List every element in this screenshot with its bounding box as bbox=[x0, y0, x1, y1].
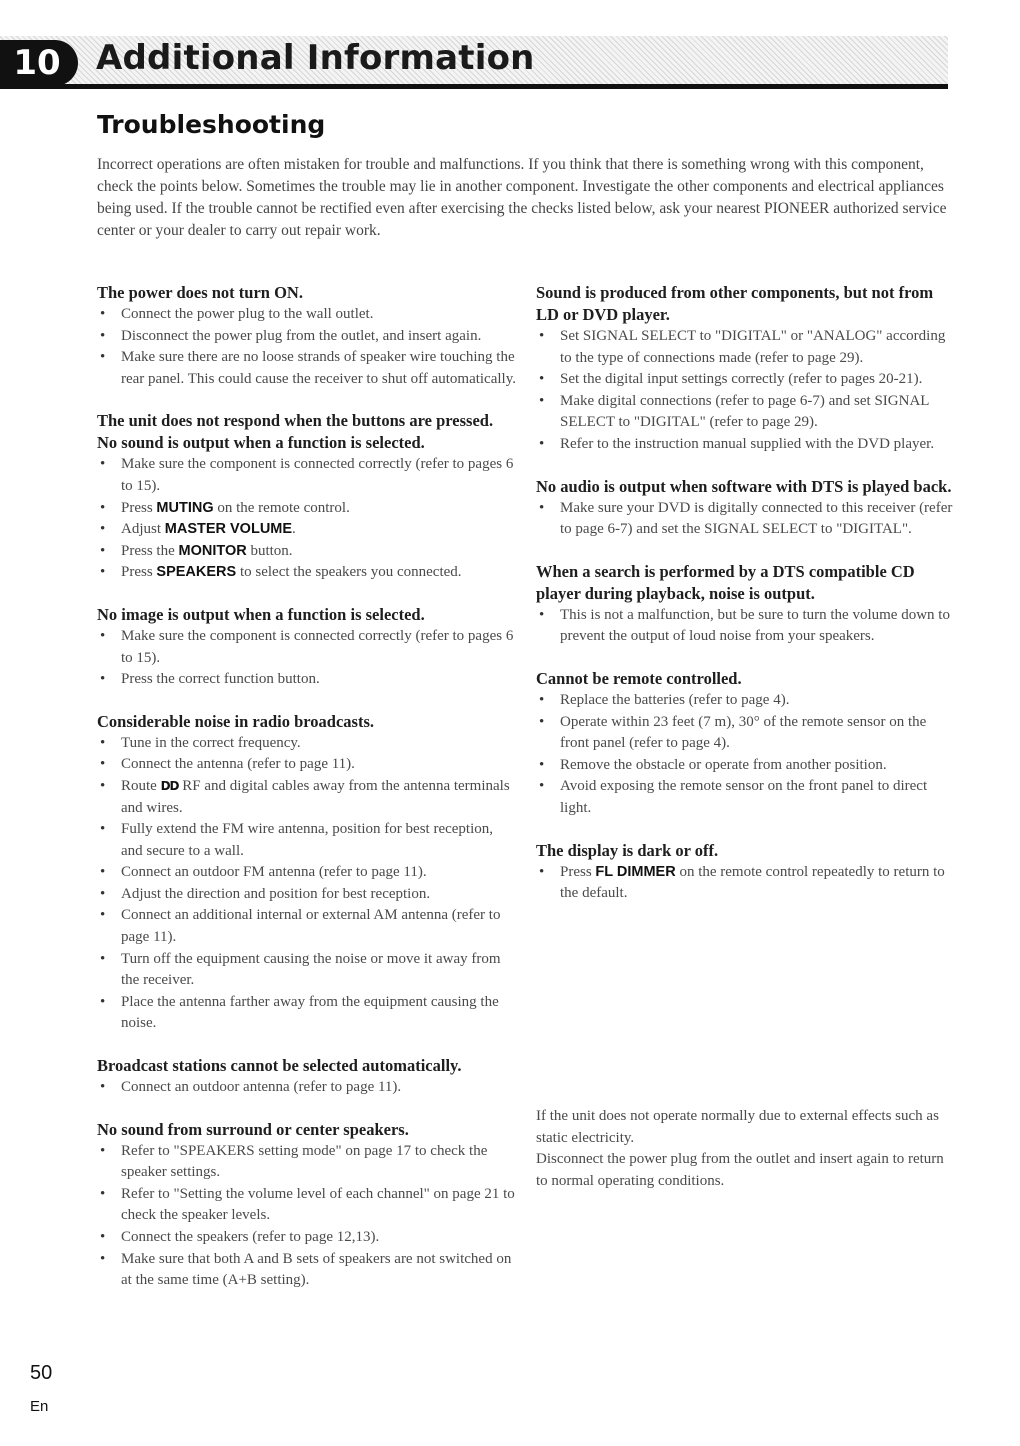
page-number: 50 bbox=[30, 1362, 53, 1384]
list-item bbox=[536, 862, 956, 905]
chapter-number-badge bbox=[0, 40, 78, 86]
item-text: . bbox=[292, 521, 296, 538]
list-item: • Connect an outdoor FM antenna (refer to page 11). bbox=[97, 862, 517, 884]
list-item: • Make sure your DVD is digitally connected to this receiver (refer to page 6-7) and set the SIGNAL SELECT to "DIGITAL". bbox=[536, 498, 956, 541]
section-heading: No sound is output when a function is selected. bbox=[97, 433, 425, 453]
section-surround bbox=[97, 1119, 517, 1292]
section-heading: The unit does not respond when the buttons are pressed. bbox=[97, 411, 494, 431]
bullet-list bbox=[97, 733, 517, 1035]
list-item: • Make sure the component is connected correctly (refer to pages 6 to 15). bbox=[97, 454, 517, 497]
list-item: • Connect an additional internal or external AM antenna (refer to page 11). bbox=[97, 905, 517, 948]
item-text: Adjust bbox=[121, 521, 162, 538]
list-item: • Refer to "SPEAKERS setting mode" on page 17 to check the speaker settings. bbox=[97, 1141, 517, 1184]
section-ld-dvd bbox=[536, 282, 956, 456]
section-image bbox=[97, 604, 517, 691]
item-text: Press bbox=[560, 863, 592, 880]
section-heading: No sound from surround or center speakers. bbox=[97, 1119, 409, 1139]
list-item: • Set the digital input settings correctly (refer to pages 20-21). bbox=[536, 369, 956, 391]
list-item: • Connect the antenna (refer to page 11). bbox=[97, 754, 517, 776]
list-item: • Tune in the correct frequency. bbox=[97, 733, 517, 755]
list-item bbox=[97, 562, 517, 584]
section-noise bbox=[97, 711, 517, 1035]
section-buttons bbox=[97, 410, 517, 584]
page-language: En bbox=[30, 1398, 49, 1415]
bullet-list bbox=[536, 326, 956, 456]
list-item: • Disconnect the power plug from the outlet, and insert again. bbox=[97, 326, 517, 348]
section-heading: The power does not turn ON. bbox=[97, 283, 303, 302]
list-item: • Connect an outdoor antenna (refer to page 11). bbox=[97, 1077, 517, 1099]
bullet-list bbox=[97, 454, 517, 584]
key-label-master-volume: MASTER VOLUME bbox=[164, 521, 293, 538]
chapter-title: Additional Information bbox=[96, 38, 535, 78]
list-item: • This is not a malfunction, but be sure to turn the volume down to prevent the output of loud noise from your speakers. bbox=[536, 605, 956, 648]
header-rule bbox=[0, 84, 948, 89]
list-item: • Operate within 23 feet (7 m), 30° of the remote sensor on the front panel (refer to page 4). bbox=[536, 712, 956, 755]
list-item: • Connect the power plug to the wall outlet. bbox=[97, 304, 517, 326]
item-text: Press bbox=[121, 564, 153, 581]
list-item: • Press the correct function button. bbox=[97, 669, 517, 691]
bullet-list bbox=[97, 1077, 517, 1099]
list-item: • Place the antenna farther away from the equipment causing the noise. bbox=[97, 992, 517, 1035]
list-item: • Make sure that both A and B sets of speakers are not switched on at the same time (A+B setting). bbox=[97, 1249, 517, 1292]
key-label-monitor: MONITOR bbox=[178, 542, 247, 559]
section-heading: Cannot be remote controlled. bbox=[536, 668, 742, 688]
left-column bbox=[97, 282, 517, 1312]
intro-paragraph: Incorrect operations are often mistaken for trouble and malfunctions. If you think that there is something wrong with this component, check the points below. Sometimes the trouble may lie in another component. Investigate the other components and electrical appliances being used. If the trouble cannot be rectified even after exercising the checks listed below, ask your nearest PIONEER authorized service center or your dealer to carry out repair work. bbox=[97, 156, 947, 239]
section-heading: When a search is performed by a DTS compatible CD player during playback, noise is output. bbox=[536, 561, 915, 603]
bullet-list bbox=[536, 605, 956, 648]
section-heading: No audio is output when software with DTS is played back. bbox=[536, 476, 952, 496]
item-text: on the remote control repeatedly to return to the default. bbox=[560, 863, 945, 902]
chapter-number: 10 bbox=[13, 43, 61, 83]
list-item bbox=[97, 498, 517, 520]
section-heading: No image is output when a function is selected. bbox=[97, 604, 425, 624]
bullet-list bbox=[97, 304, 517, 390]
bullet-list bbox=[536, 862, 956, 905]
page-title: Troubleshooting bbox=[97, 110, 326, 139]
list-item: • Connect the speakers (refer to page 12,13). bbox=[97, 1227, 517, 1249]
note-text: Disconnect the power plug from the outlet and insert again to return to normal operating conditions. bbox=[536, 1151, 944, 1189]
section-heading: Broadcast stations cannot be selected automatically. bbox=[97, 1056, 462, 1076]
section-dts bbox=[536, 476, 956, 541]
item-text: on the remote control. bbox=[217, 499, 350, 516]
list-item: • Make sure the component is connected correctly (refer to pages 6 to 15). bbox=[97, 626, 517, 669]
section-display bbox=[536, 840, 956, 905]
section-heading: Considerable noise in radio broadcasts. bbox=[97, 711, 375, 731]
dolby-digital-logo-icon: DD bbox=[160, 778, 179, 793]
list-item: • Adjust the direction and position for best reception. bbox=[97, 884, 517, 906]
list-item: • Remove the obstacle or operate from another position. bbox=[536, 755, 956, 777]
bullet-list bbox=[536, 498, 956, 541]
item-text: Press bbox=[121, 499, 153, 516]
item-text: Route bbox=[121, 777, 157, 794]
bullet-list bbox=[97, 626, 517, 691]
list-item bbox=[97, 776, 517, 819]
item-text: RF and digital cables away from the antenna terminals and wires. bbox=[121, 777, 510, 816]
bullet-list bbox=[536, 690, 956, 820]
list-item bbox=[97, 541, 517, 563]
list-item: • Make digital connections (refer to page 6-7) and set SIGNAL SELECT to "DIGITAL" (refer to page 29). bbox=[536, 391, 956, 434]
section-heading: The display is dark or off. bbox=[536, 840, 719, 860]
list-item: • Fully extend the FM wire antenna, position for best reception, and secure to a wall. bbox=[97, 819, 517, 862]
section-power bbox=[97, 282, 517, 390]
list-item: • Avoid exposing the remote sensor on the front panel to direct light. bbox=[536, 776, 956, 819]
item-text: Press the bbox=[121, 542, 175, 559]
list-item: • Replace the batteries (refer to page 4). bbox=[536, 690, 956, 712]
static-electricity-note bbox=[536, 1106, 956, 1192]
list-item bbox=[97, 519, 517, 541]
section-heading: Sound is produced from other components, but not from LD or DVD player. bbox=[536, 283, 934, 324]
item-text: button. bbox=[250, 542, 293, 559]
list-item: • Make sure there are no loose strands of speaker wire touching the rear panel. This could cause the receiver to shut off automatically. bbox=[97, 347, 517, 390]
list-item: • Refer to the instruction manual supplied with the DVD player. bbox=[536, 434, 956, 456]
section-broadcast bbox=[97, 1055, 517, 1099]
item-text: to select the speakers you connected. bbox=[239, 564, 462, 581]
list-item: • Turn off the equipment causing the noise or move it away from the receiver. bbox=[97, 949, 517, 992]
bullet-list bbox=[97, 1141, 517, 1292]
section-remote bbox=[536, 668, 956, 820]
key-label-fl-dimmer: FL DIMMER bbox=[595, 863, 676, 880]
list-item: • Refer to "Setting the volume level of each channel" on page 21 to check the speaker levels. bbox=[97, 1184, 517, 1227]
key-label-muting: MUTING bbox=[156, 499, 214, 516]
list-item: • Set SIGNAL SELECT to "DIGITAL" or "ANALOG" according to the type of connections made (refer to page 29). bbox=[536, 326, 956, 369]
right-column bbox=[536, 282, 956, 925]
note-text: If the unit does not operate normally due to external effects such as static electricity. bbox=[536, 1108, 939, 1146]
section-dts-cd bbox=[536, 561, 956, 648]
key-label-speakers: SPEAKERS bbox=[156, 564, 237, 581]
